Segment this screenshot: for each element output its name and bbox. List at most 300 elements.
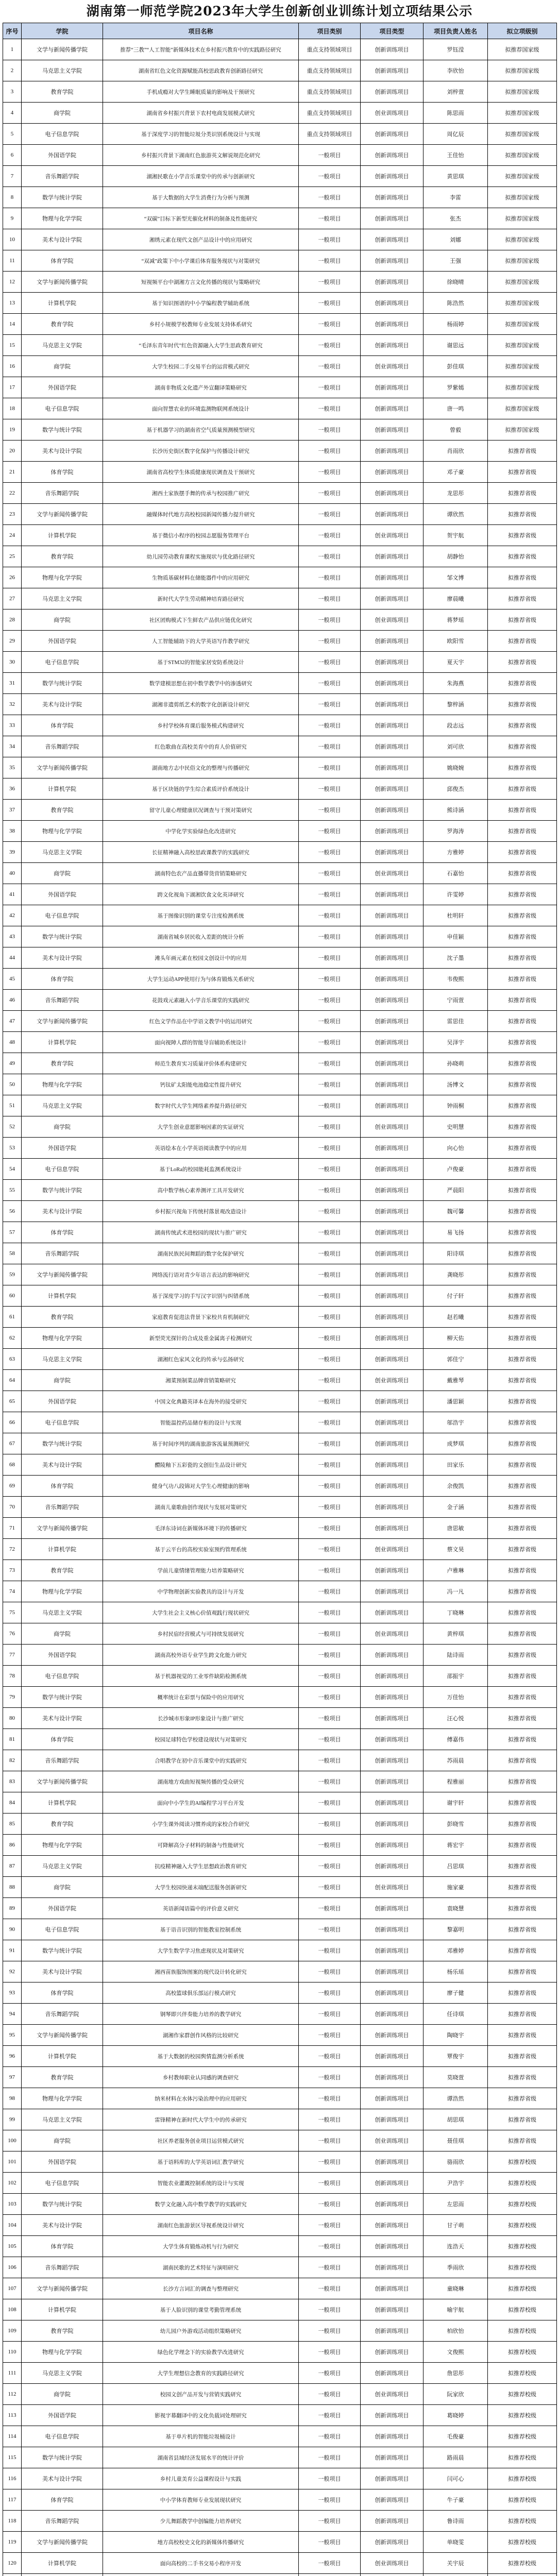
cell-category: 一般项目: [299, 250, 361, 272]
cell-leader: 金子涵: [424, 1497, 488, 1518]
cell-type: 创新训练项目: [361, 1412, 424, 1433]
cell-index: 7: [3, 166, 22, 187]
cell-level: 拟推荐省级: [488, 1982, 557, 2004]
cell-project-name: 社区团购模式下生鲜农产品供应链优化研究: [103, 609, 299, 631]
cell-level: 拟推荐省级: [488, 1602, 557, 1623]
cell-type: 创新训练项目: [361, 2489, 424, 2511]
table-row: [3, 1307, 557, 1328]
cell-college: 电子信息学院: [22, 1919, 103, 1940]
cell-leader: 袁晓慧: [424, 1898, 488, 1919]
cell-index: 70: [3, 1497, 22, 1518]
cell-type: 创新训练项目: [361, 272, 424, 293]
cell-project-name: 基于LoRa的校园能耗监测系统设计: [103, 1159, 299, 1180]
cell-level: 拟推荐国家级: [488, 272, 557, 293]
cell-project-name: 基于语料库的大学英语词汇教学研究: [103, 2151, 299, 2173]
cell-index: 108: [3, 2299, 22, 2320]
table-row: [3, 2046, 557, 2067]
table-row: [3, 1454, 557, 1476]
cell-college: 教育学院: [22, 1814, 103, 1835]
cell-leader: 骆雨欣: [424, 2151, 488, 2173]
cell-index: 92: [3, 1961, 22, 1982]
cell-category: 一般项目: [299, 483, 361, 504]
cell-category: 一般项目: [299, 166, 361, 187]
cell-leader: 柏欣怡: [424, 2320, 488, 2342]
cell-leader: 邹文博: [424, 567, 488, 588]
cell-type: 创业训练项目: [361, 2384, 424, 2405]
cell-index: 2: [3, 60, 22, 81]
table-row: [3, 694, 557, 715]
cell-college: 电子信息学院: [22, 1666, 103, 1687]
cell-level: 拟推荐省级: [488, 1201, 557, 1222]
cell-level: 拟推荐校级: [488, 2299, 557, 2320]
cell-college: 教育学院: [22, 2067, 103, 2088]
cell-level: 拟推荐省级: [488, 694, 557, 715]
cell-college: 计算机学院: [22, 525, 103, 546]
cell-level: 拟推荐省级: [488, 1539, 557, 1560]
cell-leader: 刘可欣: [424, 736, 488, 757]
cell-category: 一般项目: [299, 2532, 361, 2553]
cell-project-name: 湖南省县域经济发展水平的统计评价: [103, 2447, 299, 2468]
cell-leader: 赵若曦: [424, 1307, 488, 1328]
cell-college: 教育学院: [22, 1307, 103, 1328]
cell-level: 拟推荐省级: [488, 1285, 557, 1307]
cell-project-name: 大学生创业意愿影响因素的实证研究: [103, 1116, 299, 1138]
table-header-row: [3, 23, 557, 39]
cell-category: 一般项目: [299, 2257, 361, 2278]
cell-project-name: 短视频平台中湖湘方言文化传播的现状与策略研究: [103, 272, 299, 293]
cell-type: 创新训练项目: [361, 1560, 424, 1581]
cell-leader: 季雨欣: [424, 2257, 488, 2278]
cell-type: 创新训练项目: [361, 2236, 424, 2257]
cell-type: 创新训练项目: [361, 1961, 424, 1982]
cell-level: 拟推荐省级: [488, 1919, 557, 1940]
cell-type: 创新训练项目: [361, 1243, 424, 1264]
cell-level: 拟推荐省级: [488, 1011, 557, 1032]
cell-level: 拟推荐校级: [488, 2236, 557, 2257]
table-row: [3, 1666, 557, 1687]
cell-type: 创新训练项目: [361, 1750, 424, 1771]
cell-index: 19: [3, 419, 22, 440]
cell-category: 一般项目: [299, 1180, 361, 1201]
cell-college: 数学与统计学院: [22, 926, 103, 947]
table-row: [3, 1645, 557, 1666]
cell-level: 拟推荐省级: [488, 525, 557, 546]
cell-project-name: 基于时间序列的湖南旅游客流量预测研究: [103, 1433, 299, 1454]
cell-index: 21: [3, 462, 22, 483]
cell-index: 48: [3, 1032, 22, 1053]
cell-index: 66: [3, 1412, 22, 1433]
cell-project-name: 可降解高分子材料的制备与性能研究: [103, 1835, 299, 1856]
cell-type: 创新训练项目: [361, 842, 424, 863]
table-row: [3, 631, 557, 652]
cell-category: 一般项目: [299, 990, 361, 1011]
cell-project-name: 大学生运动APP使用行为与体育锻炼关系研究: [103, 969, 299, 990]
cell-index: 30: [3, 652, 22, 673]
cell-index: 3: [3, 81, 22, 103]
cell-project-name: 少儿舞蹈教学中创编能力培养研究: [103, 2511, 299, 2532]
cell-index: 40: [3, 863, 22, 884]
cell-type: 创新训练项目: [361, 504, 424, 525]
cell-type: 创新训练项目: [361, 926, 424, 947]
cell-category: 一般项目: [299, 314, 361, 335]
cell-index: 63: [3, 1349, 22, 1370]
cell-level: 拟推荐省级: [488, 2046, 557, 2067]
cell-level: 拟推荐省级: [488, 1792, 557, 1814]
cell-level: 拟推荐国家级: [488, 166, 557, 187]
cell-project-name: 面向中小学生的AI编程学习平台开发: [103, 1792, 299, 1814]
cell-college: 数学与统计学院: [22, 1940, 103, 1961]
table-row: [3, 1919, 557, 1940]
cell-category: 一般项目: [299, 1518, 361, 1539]
cell-college: 数学与统计学院: [22, 419, 103, 440]
cell-college: 数学与统计学院: [22, 1687, 103, 1708]
cell-type: 创业训练项目: [361, 525, 424, 546]
table-row: [3, 187, 557, 208]
cell-college: 数学与统计学院: [22, 1433, 103, 1454]
cell-category: 一般项目: [299, 2489, 361, 2511]
cell-leader: 蔡文昊: [424, 1539, 488, 1560]
cell-level: 拟推荐校级: [488, 2215, 557, 2236]
cell-type: 创新训练项目: [361, 81, 424, 103]
cell-index: 46: [3, 990, 22, 1011]
cell-leader: 柳天佑: [424, 1328, 488, 1349]
cell-leader: 肖雨欣: [424, 440, 488, 462]
cell-level: 拟推荐校级: [488, 2405, 557, 2426]
cell-leader: 朱海燕: [424, 673, 488, 694]
cell-leader: 邓雅婷: [424, 1940, 488, 1961]
cell-project-name: 湖南传统武术进校园的现状与推广研究: [103, 1222, 299, 1243]
cell-category: 一般项目: [299, 567, 361, 588]
cell-level: 拟推荐校级: [488, 2173, 557, 2194]
cell-index: 26: [3, 567, 22, 588]
cell-level: 拟推荐省级: [488, 757, 557, 778]
cell-category: 一般项目: [299, 208, 361, 229]
cell-leader: 曾毅: [424, 419, 488, 440]
cell-index: 55: [3, 1180, 22, 1201]
table-row: [3, 39, 557, 60]
cell-college: 体育学院: [22, 1982, 103, 2004]
cell-leader: 周亿辰: [424, 124, 488, 145]
cell-college: 美术与设计学院: [22, 1708, 103, 1729]
table-row: [3, 2025, 557, 2046]
table-row: [3, 715, 557, 736]
cell-type: 创新训练项目: [361, 2278, 424, 2299]
cell-category: 一般项目: [299, 335, 361, 356]
cell-leader: 刘娜: [424, 229, 488, 250]
cell-college: 物理与化学学院: [22, 1328, 103, 1349]
cell-level: 拟推荐省级: [488, 2130, 557, 2151]
cell-level: 拟推荐省级: [488, 1349, 557, 1370]
cell-level: 拟推荐省级: [488, 1307, 557, 1328]
cell-project-name: 基于单片机的智能垃圾桶设计: [103, 2426, 299, 2447]
cell-level: 拟推荐校级: [488, 2426, 557, 2447]
table-row: [3, 1982, 557, 2004]
cell-project-name: 数学建模思想在初中数学教学中的渗透研究: [103, 673, 299, 694]
cell-index: 53: [3, 1138, 22, 1159]
cell-type: 创新训练项目: [361, 567, 424, 588]
cell-level: 拟推荐省级: [488, 673, 557, 694]
cell-college: 马克思主义学院: [22, 1856, 103, 1877]
cell-leader: 李欣怡: [424, 60, 488, 81]
cell-leader: 吴泽宇: [424, 1032, 488, 1053]
cell-leader: [424, 2574, 488, 2576]
cell-index: 71: [3, 1518, 22, 1539]
cell-index: 52: [3, 1116, 22, 1138]
cell-project-name: 湖南省乡村振兴背景下农村电商发展模式研究: [103, 103, 299, 124]
cell-category: 一般项目: [299, 1138, 361, 1159]
cell-project-name: 校园足球特色学校建设现状与对策研究: [103, 1729, 299, 1750]
table-row: [3, 440, 557, 462]
cell-index: 64: [3, 1370, 22, 1391]
cell-leader: 邓子豪: [424, 462, 488, 483]
cell-category: 一般项目: [299, 1116, 361, 1138]
cell-type: 创新训练项目: [361, 1264, 424, 1285]
cell-leader: 吕思琪: [424, 1856, 488, 1877]
cell-index: 38: [3, 821, 22, 842]
cell-type: 创新训练项目: [361, 694, 424, 715]
table-row: [3, 1074, 557, 1095]
cell-level: 拟推荐省级: [488, 2004, 557, 2025]
cell-category: 一般项目: [299, 1708, 361, 1729]
cell-level: 拟推荐省级: [488, 947, 557, 969]
cell-category: 一般项目: [299, 2088, 361, 2109]
cell-college: 马克思主义学院: [22, 60, 103, 81]
cell-level: 拟推荐校级: [488, 2532, 557, 2553]
cell-index: 39: [3, 842, 22, 863]
cell-index: 56: [3, 1201, 22, 1222]
cell-category: 一般项目: [299, 1666, 361, 1687]
cell-project-name: 小学生课外阅读习惯养成的家校合作研究: [103, 1814, 299, 1835]
cell-type: 创新训练项目: [361, 145, 424, 166]
cell-category: 一般项目: [299, 462, 361, 483]
cell-college: 商学院: [22, 2130, 103, 2151]
cell-index: 116: [3, 2468, 22, 2489]
cell-leader: 喻宇航: [424, 2299, 488, 2320]
cell-type: 创新训练项目: [361, 1940, 424, 1961]
cell-type: 创新训练项目: [361, 1391, 424, 1412]
cell-index: 112: [3, 2384, 22, 2405]
cell-category: 一般项目: [299, 1391, 361, 1412]
cell-type: 创新训练项目: [361, 652, 424, 673]
cell-index: 36: [3, 778, 22, 800]
column-header-project-name: 项目名称: [103, 23, 299, 39]
cell-level: 拟推荐校级: [488, 2194, 557, 2215]
cell-index: 32: [3, 694, 22, 715]
cell-category: 一般项目: [299, 2299, 361, 2320]
cell-index: 89: [3, 1898, 22, 1919]
table-row: [3, 166, 557, 187]
cell-type: 创业训练项目: [361, 1370, 424, 1391]
cell-college: 商学院: [22, 609, 103, 631]
table-row: [3, 1011, 557, 1032]
cell-level: 拟推荐省级: [488, 884, 557, 905]
cell-level: 拟推荐省级: [488, 483, 557, 504]
cell-category: 一般项目: [299, 1940, 361, 1961]
cell-category: 一般项目: [299, 2004, 361, 2025]
cell-index: 86: [3, 1835, 22, 1856]
cell-project-name: 大学生数学学习焦虑现状及对策研究: [103, 1940, 299, 1961]
cell-college: 电子信息学院: [22, 652, 103, 673]
cell-project-name: 生物质基碳材料在储能器件中的应用研究: [103, 567, 299, 588]
cell-level: 拟推荐国家级: [488, 39, 557, 60]
cell-leader: 施家豪: [424, 1877, 488, 1898]
table-row: [3, 2299, 557, 2320]
cell-category: 一般项目: [299, 2046, 361, 2067]
cell-type: 创新训练项目: [361, 419, 424, 440]
cell-leader: 文俊熙: [424, 2342, 488, 2363]
cell-index: 115: [3, 2447, 22, 2468]
cell-college: 文学与新闻传播学院: [22, 757, 103, 778]
cell-type: 创新训练项目: [361, 314, 424, 335]
cell-college: 外国语学院: [22, 884, 103, 905]
cell-type: 创新训练项目: [361, 1729, 424, 1750]
cell-leader: 胡思琪: [424, 2109, 488, 2130]
cell-level: 拟推荐省级: [488, 990, 557, 1011]
cell-leader: 闫可心: [424, 2468, 488, 2489]
cell-college: 数学与统计学院: [22, 673, 103, 694]
cell-leader: 苏雨晨: [424, 1750, 488, 1771]
cell-level: 拟推荐省级: [488, 842, 557, 863]
cell-type: 创业训练项目: [361, 2130, 424, 2151]
cell-index: 78: [3, 1666, 22, 1687]
cell-type: 创新训练项目: [361, 757, 424, 778]
cell-level: 拟推荐省级: [488, 588, 557, 609]
cell-project-name: 社区养老服务创业项目运营模式研究: [103, 2130, 299, 2151]
cell-project-name: 英语绘本在小学英语阅读教学中的应用: [103, 1138, 299, 1159]
cell-college: 外国语学院: [22, 145, 103, 166]
cell-type: 创新训练项目: [361, 2025, 424, 2046]
cell-type: 创新训练项目: [361, 440, 424, 462]
cell-college: 体育学院: [22, 1729, 103, 1750]
cell-index: 110: [3, 2342, 22, 2363]
cell-type: 创新训练项目: [361, 1307, 424, 1328]
table-row: [3, 1750, 557, 1771]
cell-category: 一般项目: [299, 2173, 361, 2194]
cell-leader: 路雨晨: [424, 2447, 488, 2468]
cell-type: 创新训练项目: [361, 1708, 424, 1729]
cell-category: 一般项目: [299, 1835, 361, 1856]
cell-index: 85: [3, 1814, 22, 1835]
cell-project-name: 绿色化学理念下的实验教学改进研究: [103, 2342, 299, 2363]
cell-college: 马克思主义学院: [22, 335, 103, 356]
cell-index: 103: [3, 2194, 22, 2215]
table-row: [3, 1349, 557, 1370]
cell-college: 美术与设计学院: [22, 694, 103, 715]
cell-index: 100: [3, 2130, 22, 2151]
cell-level: 拟推荐校级: [488, 2363, 557, 2384]
cell-index: 22: [3, 483, 22, 504]
cell-category: 一般项目: [299, 863, 361, 884]
cell-level: 拟推荐校级: [488, 2320, 557, 2342]
cell-project-name: 融媒体时代地方高校校园新闻传播力提升研究: [103, 504, 299, 525]
cell-leader: 邬浩宇: [424, 1412, 488, 1433]
cell-level: 拟推荐国家级: [488, 398, 557, 419]
cell-category: 一般项目: [299, 821, 361, 842]
cell-college: 体育学院: [22, 462, 103, 483]
cell-leader: 牛子豪: [424, 2489, 488, 2511]
cell-project-name: 中国文化典籍英译本在海外的接受研究: [103, 1391, 299, 1412]
cell-index: 83: [3, 1771, 22, 1792]
table-row: [3, 2130, 557, 2151]
table-row: [3, 1771, 557, 1792]
table-row: [3, 2384, 557, 2405]
cell-college: 电子信息学院: [22, 2173, 103, 2194]
table-row: [3, 2320, 557, 2342]
table-row: [3, 1032, 557, 1053]
cell-category: 一般项目: [299, 715, 361, 736]
cell-leader: 聂佳琪: [424, 2130, 488, 2151]
cell-leader: 魏可馨: [424, 1201, 488, 1222]
table-row: [3, 398, 557, 419]
cell-index: 51: [3, 1095, 22, 1116]
cell-category: 一般项目: [299, 229, 361, 250]
cell-type: 创新训练项目: [361, 2173, 424, 2194]
table-row: [3, 1201, 557, 1222]
cell-level: 拟推荐省级: [488, 1095, 557, 1116]
cell-category: 一般项目: [299, 2426, 361, 2447]
cell-category: 一般项目: [299, 2342, 361, 2363]
results-table: [3, 23, 557, 2576]
cell-type: 创新训练项目: [361, 229, 424, 250]
cell-college: 美术与设计学院: [22, 2468, 103, 2489]
cell-category: 一般项目: [299, 1539, 361, 1560]
cell-index: 23: [3, 504, 22, 525]
cell-college: 美术与设计学院: [22, 229, 103, 250]
cell-category: 重点支持领域项目: [299, 60, 361, 81]
cell-category: 一般项目: [299, 905, 361, 926]
cell-type: 创新训练项目: [361, 2109, 424, 2130]
cell-type: 创新训练项目: [361, 335, 424, 356]
cell-type: 创新训练项目: [361, 39, 424, 60]
cell-category: 一般项目: [299, 757, 361, 778]
cell-project-name: 跨文化视角下湖湘饮食文化英译研究: [103, 884, 299, 905]
table-row: [3, 1264, 557, 1285]
cell-project-name: 湖南民歌的艺术特征与演唱研究: [103, 2257, 299, 2278]
cell-leader: 杨乐瑶: [424, 1961, 488, 1982]
cell-leader: 廖子健: [424, 1982, 488, 2004]
table-row: [3, 1095, 557, 1116]
cell-project-name: 基于云平台的高校实验室预约管理系统: [103, 1539, 299, 1560]
cell-college: 电子信息学院: [22, 124, 103, 145]
cell-category: 一般项目: [299, 2468, 361, 2489]
cell-type: 创新训练项目: [361, 1285, 424, 1307]
cell-index: 107: [3, 2278, 22, 2299]
cell-type: 创新训练项目: [361, 124, 424, 145]
cell-project-name: 基于人脸识别的课堂考勤管理系统: [103, 2299, 299, 2320]
cell-project-name: 长沙方言词汇的调查与整理研究: [103, 2278, 299, 2299]
cell-college: 教育学院: [22, 1560, 103, 1581]
cell-index: 58: [3, 1243, 22, 1264]
cell-project-name: 学前儿童情绪管理能力培养策略研究: [103, 1560, 299, 1581]
table-row: [3, 2447, 557, 2468]
cell-category: 一般项目: [299, 2278, 361, 2299]
cell-category: 一般项目: [299, 2151, 361, 2173]
cell-index: 75: [3, 1602, 22, 1623]
table-row: [3, 1243, 557, 1264]
cell-project-name: 基于深度学习的手写汉字识别与纠错系统: [103, 1285, 299, 1307]
cell-college: 美术与设计学院: [22, 1201, 103, 1222]
cell-category: 一般项目: [299, 2363, 361, 2384]
cell-level: 拟推荐省级: [488, 440, 557, 462]
cell-leader: 鲁诗雨: [424, 2511, 488, 2532]
cell-college: 物理与化学学院: [22, 821, 103, 842]
cell-leader: 黎嘉明: [424, 1919, 488, 1940]
cell-category: 一般项目: [299, 1222, 361, 1243]
cell-level: 拟推荐国家级: [488, 419, 557, 440]
cell-type: 创新训练项目: [361, 1138, 424, 1159]
cell-leader: 左思雨: [424, 2194, 488, 2215]
cell-project-name: 基于深度学习的智能垃圾分类识别系统设计与实现: [103, 124, 299, 145]
